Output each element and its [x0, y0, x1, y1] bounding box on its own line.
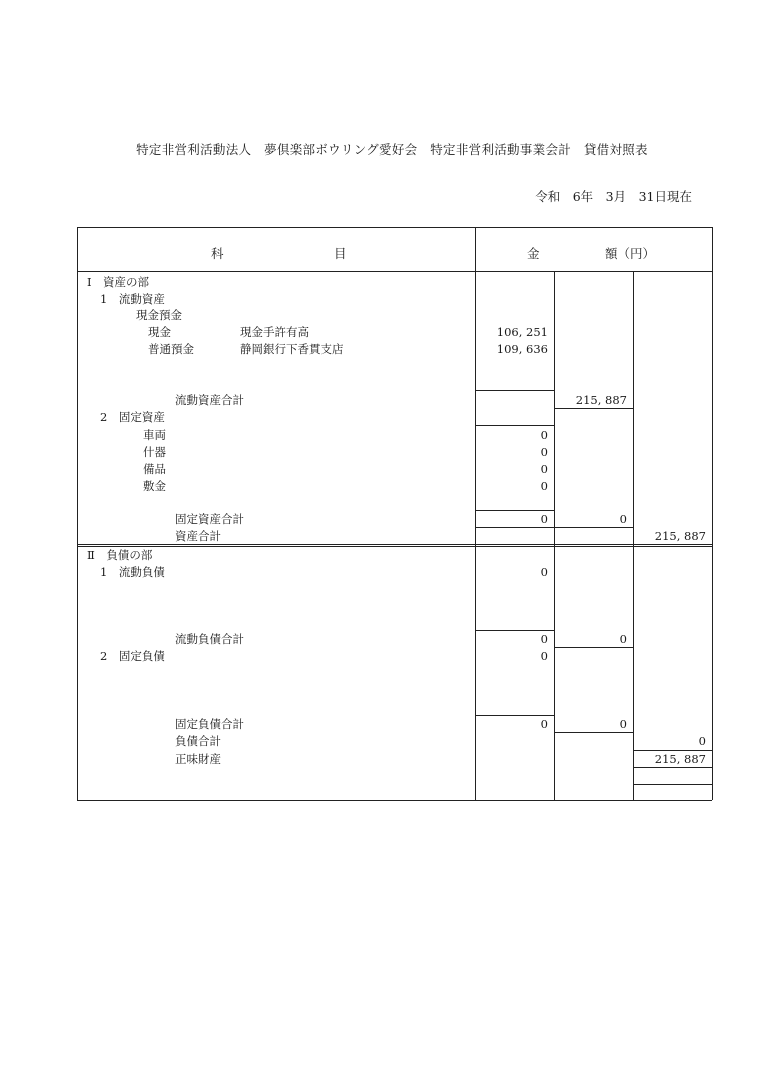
rule-net-assets-bottom — [634, 784, 712, 785]
fixed-liabilities-total-label: 固定負債合計 — [175, 717, 244, 731]
rule-net-assets-top — [634, 767, 712, 768]
rule-current-assets-total — [555, 408, 633, 409]
fixed-asset-name: 備品 — [143, 462, 166, 476]
current-assets-total-label: 流動資産合計 — [175, 393, 244, 407]
fixed-liabilities-total: 0 — [619, 717, 627, 731]
header-subject-2: 目 — [334, 246, 347, 261]
header-subject-1: 科 — [211, 246, 224, 261]
fixed-liabilities-amount: 0 — [540, 649, 548, 663]
assets-section-heading: Ⅰ 資産の部 — [87, 275, 150, 289]
fixed-asset-amount: 0 — [540, 479, 548, 493]
table-left-border — [77, 227, 78, 800]
rule-fixed-assets — [476, 510, 554, 511]
assets-total-label: 資産合計 — [175, 529, 221, 543]
asset-item-detail: 現金手許有高 — [240, 325, 309, 339]
rule-current-liab — [476, 630, 554, 631]
section-divider-double — [77, 546, 712, 547]
rule-fixed-assets-start — [476, 425, 554, 426]
asset-item-amount: 106, 251 — [496, 325, 548, 339]
fixed-asset-name: 什器 — [143, 445, 166, 459]
asset-item-detail: 静岡銀行下香貫支店 — [240, 342, 344, 356]
fixed-asset-amount: 0 — [540, 445, 548, 459]
assets-total: 215, 887 — [654, 529, 706, 543]
liabilities-section-heading: Ⅱ 負債の部 — [87, 548, 153, 562]
header-amount-1: 金 — [527, 246, 540, 261]
rule-fixed-assets-total — [476, 527, 633, 528]
fixed-asset-amount: 0 — [540, 462, 548, 476]
fixed-asset-amount: 0 — [540, 428, 548, 442]
liabilities-total-label: 負債合計 — [175, 734, 221, 748]
rule-liab-total — [634, 750, 712, 751]
current-assets-total: 215, 887 — [575, 393, 627, 407]
header-bottom-border — [77, 271, 712, 272]
header-amount-2: 額（円） — [605, 246, 656, 261]
current-assets-heading: 1 流動資産 — [100, 292, 165, 306]
current-liabilities-total-label: 流動負債合計 — [175, 632, 244, 646]
rule-fixed-liab — [476, 715, 554, 716]
rule-current-liab-total — [555, 647, 633, 648]
fixed-liabilities-heading: 2 固定負債 — [100, 649, 165, 663]
fixed-assets-heading: 2 固定資産 — [100, 410, 165, 424]
current-liabilities-subtotal: 0 — [540, 632, 548, 646]
asset-item-amount: 109, 636 — [496, 342, 548, 356]
asset-item-name: 現金 — [148, 325, 171, 339]
table-bottom-border — [77, 800, 712, 801]
fixed-asset-name: 敷金 — [143, 479, 166, 493]
report-date: 令和 6年 3月 31日現在 — [535, 189, 692, 204]
table-top-border — [77, 227, 712, 228]
rule-current-assets — [476, 390, 554, 391]
cash-deposits-label: 現金預金 — [136, 308, 182, 322]
current-liabilities-amount: 0 — [540, 565, 548, 579]
asset-item-name: 普通預金 — [148, 342, 194, 356]
current-liabilities-heading: 1 流動負債 — [100, 565, 165, 579]
fixed-assets-total: 0 — [619, 512, 627, 526]
net-assets-label: 正味財産 — [175, 752, 221, 766]
liabilities-total: 0 — [698, 734, 706, 748]
section-divider — [77, 544, 712, 545]
table-right-border — [712, 227, 713, 800]
current-liabilities-total: 0 — [619, 632, 627, 646]
net-assets-total: 215, 887 — [654, 752, 706, 766]
fixed-assets-total-label: 固定資産合計 — [175, 512, 244, 526]
rule-fixed-liab-total — [555, 732, 633, 733]
fixed-asset-name: 車両 — [143, 428, 166, 442]
fixed-liabilities-subtotal: 0 — [540, 717, 548, 731]
document-title: 特定非営利活動法人 夢倶楽部ボウリング愛好会 特定非営利活動事業会計 貸借対照表 — [136, 142, 648, 157]
fixed-assets-subtotal: 0 — [540, 512, 548, 526]
